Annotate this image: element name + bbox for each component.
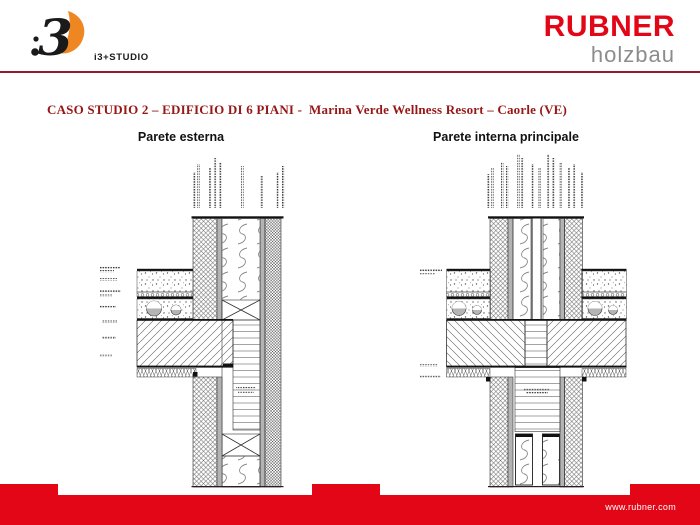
- annotation-marks-left: [100, 266, 121, 356]
- rubner-logo: [544, 12, 675, 66]
- floor-section-left: [447, 269, 491, 320]
- slab-section: [137, 319, 233, 377]
- studio-logo: [28, 8, 158, 68]
- annotation-marks-top: [193, 158, 285, 208]
- panel-label-parete-esterna: Parete esterna: [137, 130, 225, 144]
- footer-band: [0, 495, 700, 525]
- annotation-marks-left: [420, 269, 442, 377]
- detail-drawing-parete-interna: [420, 150, 670, 510]
- studio-logo-text: i3+STUDIO: [94, 52, 149, 63]
- svg-text:3: 3: [38, 8, 73, 67]
- header-rule: [0, 71, 700, 73]
- rubner-logo-name: RUBNER: [543, 10, 675, 43]
- rubner-logo-sub: holzbau: [590, 42, 675, 67]
- footer-url: www.rubner.com: [605, 502, 676, 512]
- panel-label-parete-interna: Parete interna principale: [433, 130, 579, 144]
- detail-drawing-parete-esterna: [100, 150, 300, 510]
- floor-section-right: [582, 269, 627, 320]
- page-title: CASO STUDIO 2 – EDIFICIO DI 6 PIANI - Marina Verde Wellness Resort – Caorle (VE): [47, 102, 568, 117]
- floor-section: [137, 269, 193, 320]
- annotation-marks-top: [487, 154, 584, 208]
